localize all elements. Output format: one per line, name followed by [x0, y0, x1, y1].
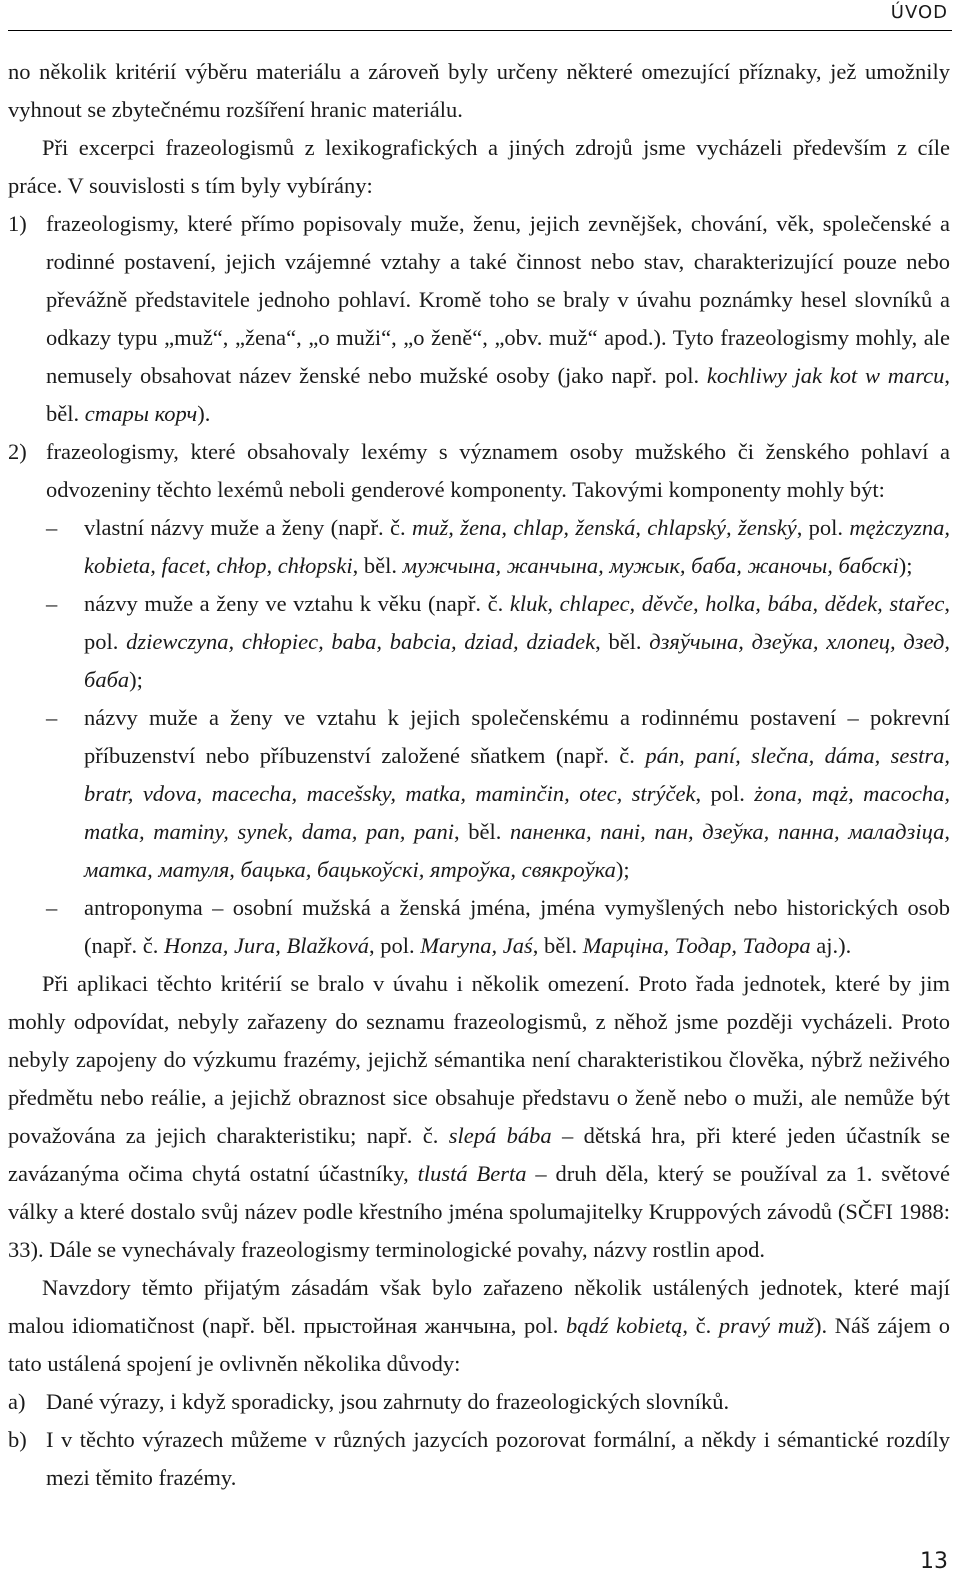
example-phrase: прыстойная жанчына — [303, 1313, 511, 1338]
dash-marker: – — [46, 515, 58, 540]
example-words: żona, mąż, macocha, matka, maminy, synek, dama, pan, pani — [84, 781, 951, 844]
list-marker: a) — [8, 1389, 26, 1414]
example-words: паненка, пані, пан, дзеўка, панна, маладзіца, матка, матуля, бацька, бацькоўскі, ятроўка, свякроўка — [84, 819, 950, 882]
example-phrase: bądź kobietą — [566, 1313, 683, 1338]
list-item-1 — [8, 205, 950, 433]
text-fragment: ). Náš zájem o tato ustálená spojení je ovlivněn několika důvody: — [8, 1313, 951, 1376]
dash-item-age — [8, 585, 950, 699]
text-fragment: ); — [615, 857, 630, 882]
example-words: pán, paní, slečna, dáma, sestra, bratr, vdova, macecha, macešsky, matka, maminčin, otec, strýček — [84, 743, 950, 806]
paragraph-despite — [8, 1269, 950, 1383]
paragraph-restrictions — [8, 965, 950, 1269]
text-fragment: ); — [898, 553, 913, 578]
list-item-text: I v těchto výrazech můžeme v různých jazycích pozorovat formální, a někdy i sémantické rozdíly mezi těmito frazémy. — [46, 1427, 950, 1490]
text-fragment: názvy muže a ženy ve vztahu k jejich společenskému a rodinnému postavení – pokrevní příbuzenství nebo příbuzenství založené sňatkem (např. č. — [84, 705, 950, 768]
text-fragment: , běl. — [595, 629, 650, 654]
example-words: mężczyzna, kobieta, facet, chłop, chłopski — [84, 515, 950, 578]
text-fragment: vlastní názvy muže a ženy (např. č. — [84, 515, 412, 540]
running-head: ÚVOD — [890, 2, 948, 23]
paragraph-excerption: Při excerpci frazeologismů z lexikografických a jiných zdrojů jsme vycházeli především z cíle práce. V souvislosti s tím byly vybírány: — [8, 135, 950, 198]
list-item-2 — [8, 433, 950, 509]
example-words: muž, žena, chlap, ženská, chlapský, ženský — [411, 515, 797, 540]
text-fragment: , pol. — [510, 1313, 567, 1338]
text-fragment: názvy muže a ženy ve vztahu k věku (např. č. — [84, 591, 510, 616]
example-words: dziewczyna, chłopiec, baba, babcia, dziad, dziadek — [126, 629, 596, 654]
dash-item-family — [8, 699, 950, 889]
example-words: kluk, chlapec, děvče, holka, bába, dědek, stařec — [509, 591, 945, 616]
list-marker: 2) — [8, 439, 27, 464]
example-phrase: slepá bába — [448, 1123, 552, 1148]
text-fragment: – druh děla, který se používal za 1. světové války a které dostalo svůj název podle křestního jména spolumajitelky Kruppových závodů (SČFI 1988: 33). Dále se vynechávaly frazeologismy terminologické povahy, názvy rostlin apod. — [8, 1161, 951, 1262]
list-marker: 1) — [8, 211, 27, 236]
text-fragment: antroponyma – osobní mužská a ženská jména, jména vymyšlených nebo historických osob (např. č. — [84, 895, 950, 958]
text-fragment: Při aplikaci těchto kritérií se bralo v úvahu i několik omezení. Proto řada jednotek, které by jim mohly odpovídat, nebyly zařazeny do seznamu frazeologismů, z něhož jsme později vycházeli. Proto nebyly zapojeny do výzkumu frazémy, jejichž sémantika není charakteristikou člověka, nýbrž neživého předmětu nebo reálie, a jejichž obraznost sice obsahuje představu o ženě nebo o muži, ale nemůže být považována za jejich charakteristiku; např. č. — [8, 971, 950, 1148]
text-fragment: , běl. — [352, 553, 403, 578]
dash-marker: – — [46, 705, 58, 730]
dash-item-proper-names — [8, 509, 950, 585]
text-fragment: ); — [129, 667, 143, 692]
text-fragment: , běl. — [453, 819, 510, 844]
list-item-a — [8, 1383, 950, 1421]
dash-marker: – — [46, 591, 58, 616]
example-words: мужчына, жанчына, мужык, баба, жаночы, бабскі — [402, 553, 899, 578]
example-words: Honza, Jura, Blažková — [163, 933, 369, 958]
page-body — [8, 53, 950, 1497]
text-fragment: Navzdory těmto přijatým zásadám však bylo zařazeno několik ustálených jednotek, které mají malou idiomatičnost (např. běl. — [8, 1275, 950, 1338]
list-item-text: frazeologismy, které přímo popisovaly muže, ženu, jejich zevnějšek, chování, věk, společenské a rodinné postavení, jejich vzájemné vztahy a také činnost nebo stav, charakterizující pouze nebo převážně představitele jednoho pohlaví. Kromě toho se braly v úvahu poznámky hesel slovníků a odkazy typu „muž“, „žena“, „o muži“, „o ženě“, „obv. muž“ apod.). Tyto frazeologismy mohly, ale nemusely obsahovat název ženské nebo mužské osoby (jako např. pol. — [46, 211, 950, 388]
text-fragment: , pol. — [84, 591, 950, 654]
paragraph-continuation: no několik kritérií výběru materiálu a zároveň byly určeny některé omezující příznaky, jež umožnily vyhnout se zbytečnému rozšíření hranic materiálu. — [8, 59, 950, 122]
text-fragment: , č. — [682, 1313, 719, 1338]
text-fragment: , pol. — [368, 933, 421, 958]
example-words: дзяўчына, дзеўка, хлопец, дзед, баба — [84, 629, 950, 692]
dash-item-anthroponyms — [8, 889, 950, 965]
example-phrase: pravý muž — [718, 1313, 815, 1338]
list-item-text: frazeologismy, které obsahovaly lexémy s významem osoby mužského či ženského pohlaví a odvozeniny těchto lexémů neboli genderové komponenty. Takovými komponenty mohly být: — [46, 439, 950, 502]
text-fragment: aj.). — [810, 933, 852, 958]
example-phrase: tlustá Berta — [417, 1161, 527, 1186]
text-fragment: , běl. — [46, 363, 951, 426]
example-phrase: стары корч — [84, 401, 198, 426]
example-phrase: kochliwy jak kot w marcu — [706, 363, 945, 388]
text-fragment: – dětská hra, při které jeden účastník se zavázanýma očima chytá ostatní účastníky, — [8, 1123, 950, 1186]
page-number: 13 — [920, 1549, 948, 1574]
text-fragment: ). — [197, 401, 211, 426]
list-marker: b) — [8, 1427, 27, 1452]
list-item-text: Dané výrazy, i když sporadicky, jsou zahrnuty do frazeologických slovníků. — [46, 1389, 730, 1414]
text-fragment: , pol. — [695, 781, 755, 806]
example-words: Марціна, Тодар, Тадора — [582, 933, 811, 958]
example-words: Maryna, Jaś — [420, 933, 533, 958]
text-fragment: , běl. — [532, 933, 583, 958]
list-item-b — [8, 1421, 950, 1497]
dash-marker: – — [46, 895, 58, 920]
text-fragment: , pol. — [796, 515, 850, 540]
header-rule — [8, 30, 952, 31]
